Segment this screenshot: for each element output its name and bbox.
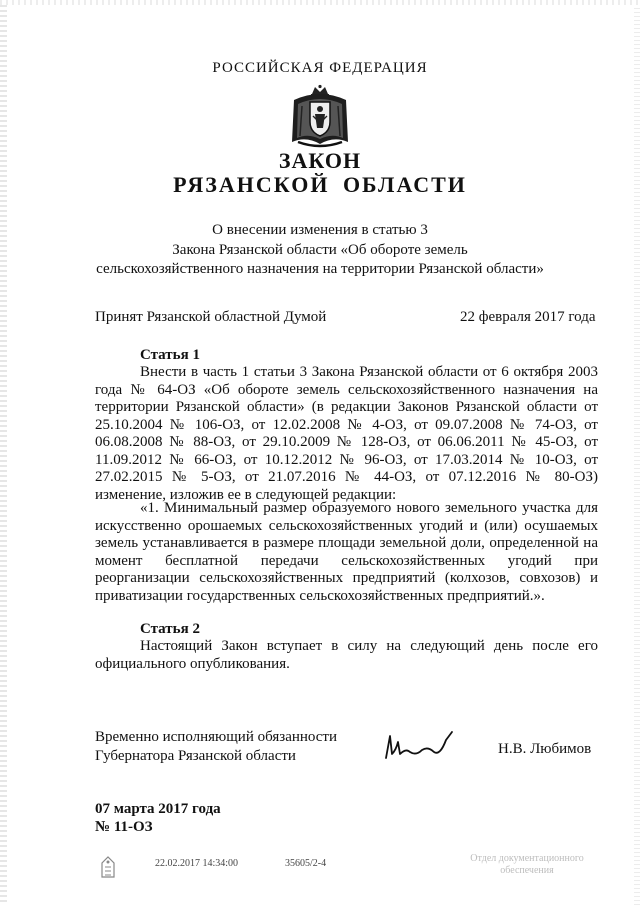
office-stamp	[452, 853, 602, 877]
scan-edge-right	[634, 0, 640, 905]
article-1-paragraph-1: Внести в часть 1 статьи 3 Закона Рязанской области от 6 октября 2003 года № 64-ОЗ «Об обороте земель сельскохозяйственного назначения на территории Рязанской области» (в редакции Законов Рязанской области от 25.10.2004 № 106-ОЗ, от 12.02.2008 № 4-ОЗ, от 09.07.2008 № 74-ОЗ, от 06.08.2008 № 88-ОЗ, от 29.10.2009 № 128-ОЗ, от 06.06.2011 № 45-ОЗ, от 11.09.2012 № 66-ОЗ, от 10.12.2012 № 96-ОЗ, от 17.03.2014 № 10-ОЗ, от 27.02.2015 № 5-ОЗ, от 21.07.2016 № 44-ОЗ, от 07.12.2016 № 80-ОЗ) изменение, изложив ее в следующей редакции:	[95, 364, 598, 503]
adoption-date: 22 февраля 2017 года	[460, 309, 596, 325]
subject-line-3: сельскохозяйственного назначения на территории Рязанской области»	[96, 261, 544, 277]
signatory-name: Н.В. Любимов	[498, 741, 592, 757]
scan-edge-top	[0, 0, 640, 5]
signatory-position-line-2: Губернатора Рязанской области	[95, 748, 296, 764]
article-2-paragraph-1: Настоящий Закон вступает в силу на следующий день после его официального опубликования.	[95, 638, 598, 672]
subject-line-2: Закона Рязанской области «Об обороте земель	[172, 242, 468, 258]
region-title: РЯЗАНСКОЙ ОБЛАСТИ	[173, 172, 467, 197]
article-2-heading: Статья 2	[140, 621, 200, 637]
article-1-heading: Статья 1	[140, 347, 200, 363]
adoption-label: Принят Рязанской областной Думой	[95, 309, 327, 325]
country-name: РОССИЙСКАЯ ФЕДЕРАЦИЯ	[212, 60, 428, 76]
registration-timestamp: 22.02.2017 14:34:00	[155, 858, 239, 869]
signing-date: 07 марта 2017 года	[95, 801, 221, 817]
law-number: № 11-ОЗ	[95, 819, 153, 835]
article-1-paragraph-2: «1. Минимальный размер образуемого нового земельного участка для искусственно орошаемых сельскохозяйственных угодий и (или) осушаемых земель устанавливается в размере площади земельной доли, определенной на момент бесплатной передачи сельскохозяйственных угодий при реорганизации сельскохозяйственных предприятий (колхозов, совхозов) и приватизации государственных сельскохозяйственных предприятий.».	[95, 500, 598, 604]
handwritten-signature	[380, 728, 460, 766]
signatory-position-line-1: Временно исполняющий обязанности	[95, 729, 338, 745]
registration-stamp-icon	[98, 853, 118, 879]
subject-line-1: О внесении изменения в статью 3	[212, 222, 428, 238]
office-stamp-line-2: обеспечения	[500, 865, 554, 876]
registration-number: 35605/2-4	[285, 858, 327, 869]
law-title: ЗАКОН	[278, 148, 362, 173]
office-stamp-line-1: Отдел документационного	[470, 853, 584, 864]
signatory-position	[95, 728, 337, 766]
coat-of-arms-icon	[288, 84, 352, 150]
scan-edge-left	[0, 0, 7, 905]
